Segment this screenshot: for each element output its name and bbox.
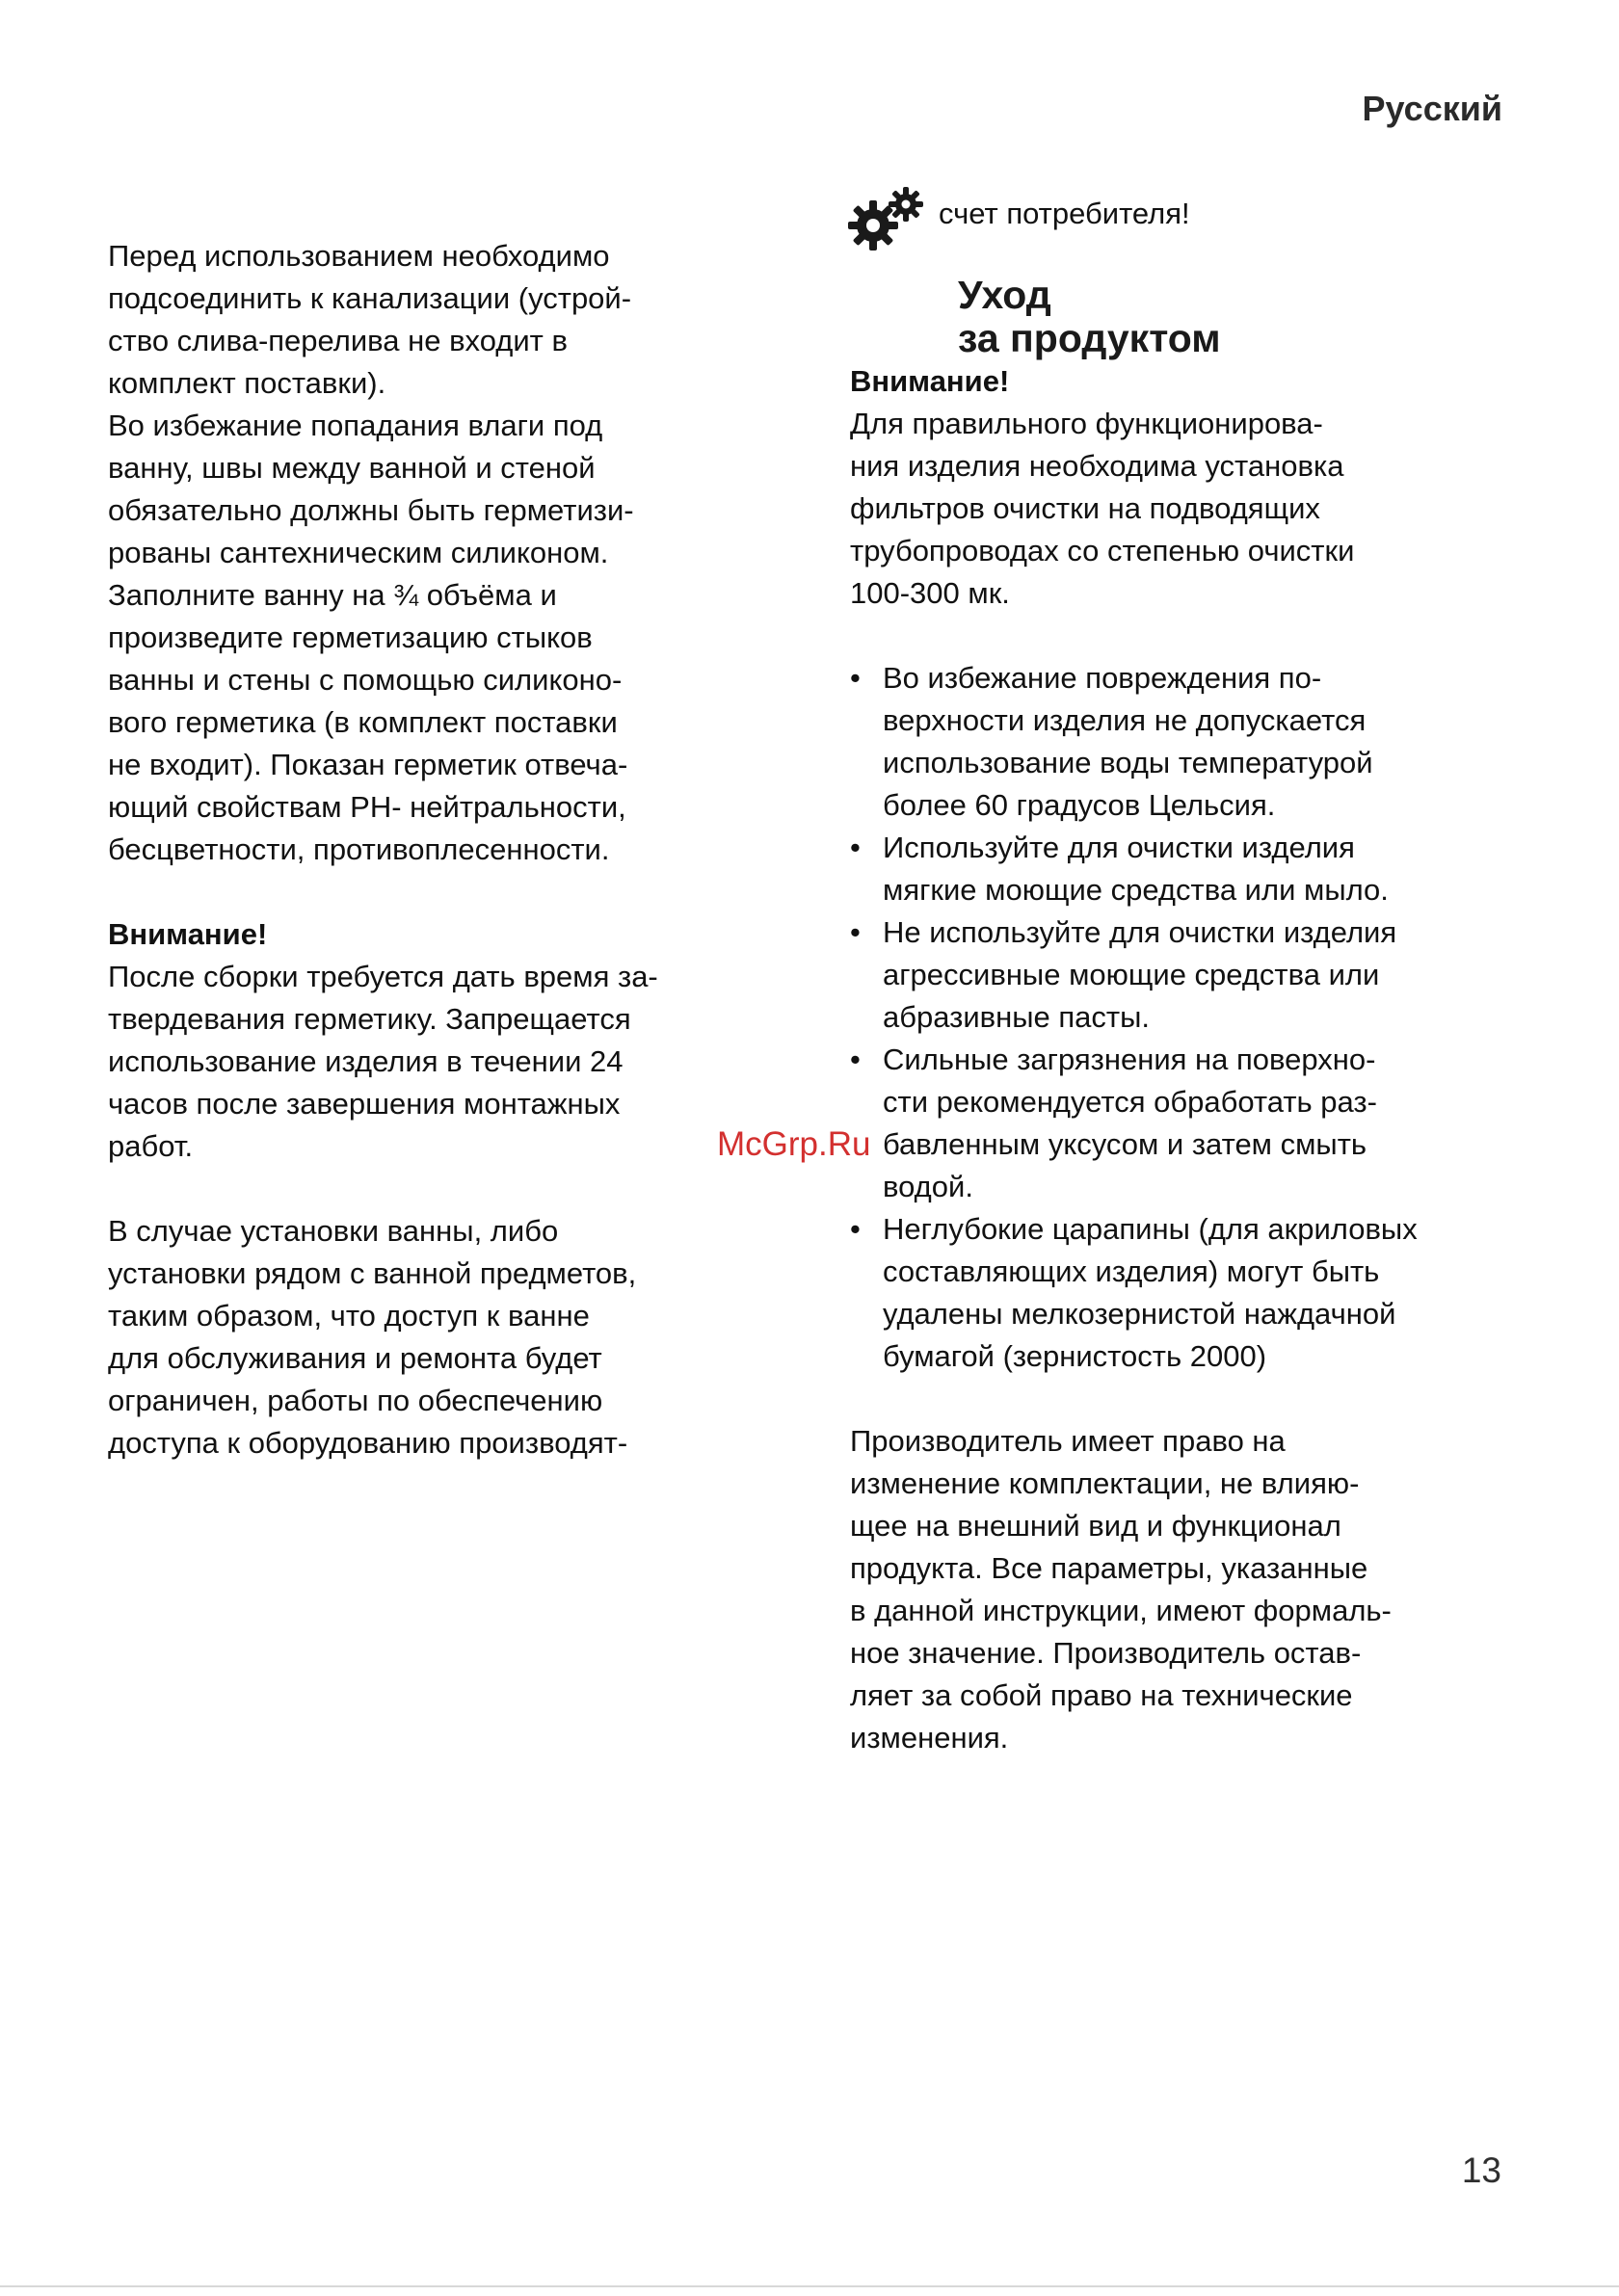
page-number: 13 (1461, 2151, 1501, 2190)
continuation-line (850, 193, 1525, 235)
text-line: вого герметика (в комплект поставки (108, 705, 618, 739)
text-line: использование изделия в течении 24 (108, 1044, 624, 1078)
text-line: Заполните ванну на ¾ объёма и (108, 578, 557, 612)
text-line: доступа к оборудованию производят- (108, 1426, 628, 1460)
section-title (958, 274, 1525, 360)
text-line: рованы сантехническим силиконом. (108, 536, 609, 569)
text-line: ния изделия необходима установка (850, 449, 1344, 483)
text-line: Для правильного функционирова- (850, 407, 1323, 440)
text-line: не входит). Показан герметик отвеча- (108, 748, 628, 781)
text-line: ванну, швы между ванной и стеной (108, 451, 596, 485)
bullet-icon: • (850, 1212, 861, 1246)
text-line: установки рядом с ванной предметов, (108, 1256, 637, 1290)
gears-icon (844, 181, 937, 258)
text-line: 100-300 мк. (850, 576, 1010, 610)
text-line: продукта. Все параметры, указанные (850, 1551, 1368, 1585)
language-label: Русский (1362, 89, 1502, 128)
text-line: В случае установки ванны, либо (108, 1214, 559, 1248)
text-line: часов после завершения монтажных (108, 1087, 621, 1121)
title-line: за продуктом (958, 316, 1221, 360)
text-line: водой. (883, 1170, 973, 1203)
care-instructions-list (850, 657, 1525, 1378)
text-line: составляющих изделия) могут быть (883, 1254, 1380, 1288)
text-line: изменение комплектации, не влияю- (850, 1466, 1360, 1500)
text-line: использование воды температурой (883, 746, 1373, 779)
text-line: для обслуживания и ремонта будет (108, 1341, 602, 1375)
watermark: McGrp.Ru (717, 1125, 871, 1163)
bullet-icon: • (850, 831, 861, 864)
text-line: ляет за собой право на технические (850, 1678, 1353, 1712)
text-line: трубопроводах со степенью очистки (850, 534, 1355, 567)
bullet-icon: • (850, 661, 861, 695)
text-line: ванны и стены с помощью силиконо- (108, 663, 623, 697)
title-line: Уход (958, 273, 1051, 317)
text-line: таким образом, что доступ к ванне (108, 1299, 590, 1333)
attention-heading: Внимание! (108, 917, 268, 951)
text-line: абразивные пасты. (883, 1000, 1151, 1034)
text-line: верхности изделия не допускается (883, 703, 1367, 737)
left-column (108, 235, 783, 1465)
text-line: работ. (108, 1129, 194, 1163)
text-line: Сильные загрязнения на поверхно- (883, 1042, 1376, 1076)
continuation-text: счет потребителя! (939, 197, 1190, 230)
text-line: мягкие моющие средства или мыло. (883, 873, 1389, 907)
bullet-icon: • (850, 915, 861, 949)
text-line: комплект поставки). (108, 366, 386, 400)
text-line: сти рекомендуется обработать раз- (883, 1085, 1377, 1119)
text-line: произведите герметизацию стыков (108, 620, 593, 654)
list-item (850, 1208, 1525, 1378)
text-line: ющий свойствам РН- нейтральности, (108, 790, 626, 824)
list-item (850, 1039, 1525, 1208)
text-line: удалены мелкозернистой наждачной (883, 1297, 1396, 1331)
bottom-divider (0, 2285, 1619, 2287)
text-line: агрессивные моющие средства или (883, 958, 1380, 991)
list-item (850, 827, 1525, 911)
text-line: Используйте для очистки изделия (883, 831, 1355, 864)
list-item (850, 657, 1525, 827)
text-line: обязательно должны быть герметизи- (108, 493, 634, 527)
list-item (850, 911, 1525, 1039)
text-line: Во избежание повреждения по- (883, 661, 1322, 695)
text-line: ное значение. Производитель остав- (850, 1636, 1362, 1670)
text-line: в данной инструкции, имеют формаль- (850, 1594, 1392, 1627)
text-line: твердевания герметику. Запрещается (108, 1002, 631, 1036)
text-line: фильтров очистки на подводящих (850, 491, 1320, 525)
text-line: Производитель имеет право на (850, 1424, 1286, 1458)
text-line: бесцветности, противоплесенности. (108, 832, 610, 866)
text-line: бавленным уксусом и затем смыть (883, 1127, 1367, 1161)
attention-heading: Внимание! (850, 364, 1010, 398)
text-line: ограничен, работы по обеспечению (108, 1384, 603, 1417)
text-line: щее на внешний вид и функционал (850, 1509, 1341, 1543)
text-line: После сборки требуется дать время за- (108, 960, 658, 993)
text-line: изменения. (850, 1721, 1009, 1755)
text-line: ство слива-перелива не входит в (108, 324, 568, 357)
text-line: Неглубокие царапины (для акриловых (883, 1212, 1418, 1246)
text-line: подсоединить к канализации (устрой- (108, 281, 632, 315)
text-line: Не используйте для очистки изделия (883, 915, 1397, 949)
bullet-icon: • (850, 1042, 861, 1076)
text-line: бумагой (зернистость 2000) (883, 1339, 1267, 1373)
text-line: более 60 градусов Цельсия. (883, 788, 1276, 822)
text-line: Во избежание попадания влаги под (108, 409, 603, 442)
text-line: Перед использованием необходимо (108, 239, 610, 273)
right-column (850, 193, 1525, 1759)
